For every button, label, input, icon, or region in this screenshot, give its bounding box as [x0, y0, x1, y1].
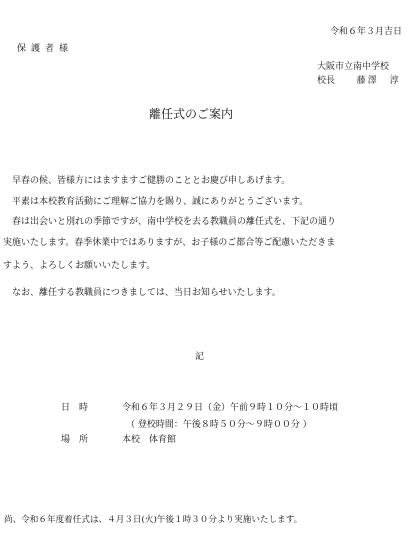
- document-date: 令和６年３月吉日: [329, 27, 402, 37]
- paragraph-announcement-line1: 春は出会いと別れの季節ですが、南中学校を去る教職員の離任式を、下記の通り: [12, 217, 337, 227]
- notice-ki-heading: 記: [195, 352, 205, 362]
- place-label: 場 所: [61, 435, 89, 445]
- document-title: 離任式のご案内: [149, 107, 234, 121]
- principal-name: 藤澤 淳: [356, 76, 401, 86]
- paragraph-note: なお、離任する教職員につきましては、当日お知らせいたします。: [12, 288, 281, 298]
- principal-title: 校長: [317, 76, 336, 86]
- recipient-line: 保護者様: [17, 44, 74, 54]
- datetime-label: 日 時: [61, 403, 89, 413]
- paragraph-greeting: 早春の候、皆様方にはますますご健勝のこととお慶び申しあげます。: [12, 176, 291, 186]
- datetime-value: 令和６年３月２９日（金）午前９時１０分～１０時頃: [122, 403, 339, 413]
- place-value: 本校 体育館: [122, 435, 177, 445]
- paragraph-announcement-line2: 実施いたします。春季休業中ではありますが、お子様のご都合等ご配慮いただきま: [3, 238, 336, 248]
- arrival-time: （ 登校時間：午後８時５０分～９時００分 ）: [126, 420, 312, 430]
- footer-note: 尚、令和６年度着任式は、４月３日(火)午後１時３０分より実施いたします。: [4, 515, 303, 525]
- principal-line: [317, 75, 401, 87]
- school-name: 大阪市立南中学校: [317, 62, 390, 72]
- paragraph-thanks: 平素は本校教育活動にご理解ご協力を賜り、誠にありがとうございます。: [12, 197, 309, 207]
- paragraph-announcement-line3: すよう、よろしくお願いいたします。: [3, 261, 156, 271]
